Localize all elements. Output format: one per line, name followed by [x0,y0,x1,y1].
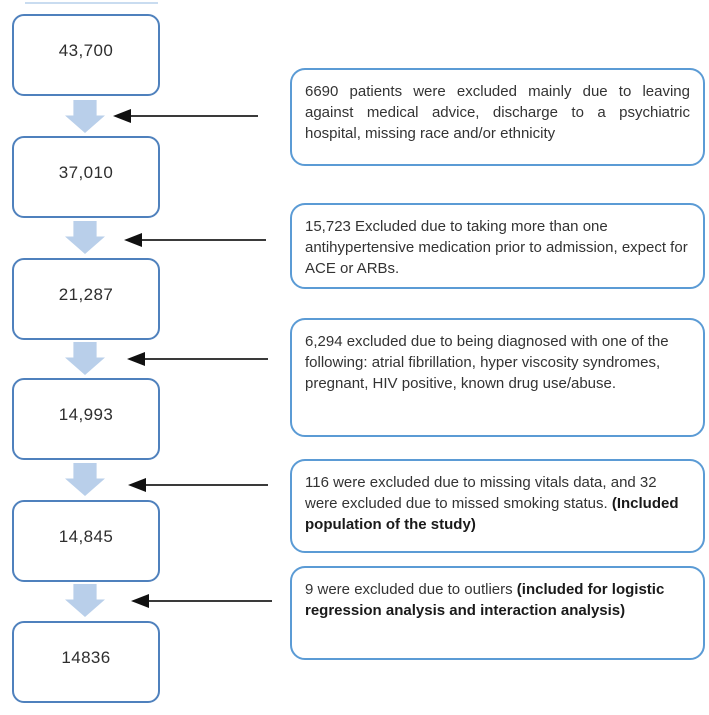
arrowhead-icon [131,594,149,608]
arrowhead-icon [127,352,145,366]
arrow-line [149,600,272,602]
count-box [12,621,160,703]
down-arrow-icon [65,463,105,496]
arrow-line [142,239,266,241]
exclusion-note [290,318,705,437]
exclusion-note [290,68,705,166]
exclusion-text-bold: (included for logistic regression analysis and interaction analysis) [305,581,665,619]
count-value: 37,010 [58,163,114,182]
count-value: 14836 [61,648,111,667]
count-box [12,14,160,96]
count-box [12,136,160,218]
arrow-connector [113,109,258,123]
arrow-connector [124,233,266,247]
arrow-line [131,115,258,117]
count-box [12,500,160,582]
down-arrow-icon [65,584,105,617]
exclusion-text-bold: (Included population of the study) [305,495,679,533]
arrow-line [145,358,268,360]
exclusion-note [290,566,705,660]
arrowhead-icon [128,478,146,492]
arrowhead-icon [124,233,142,247]
count-value: 43,700 [58,41,114,60]
arrow-connector [127,352,268,366]
arrow-connector [131,594,272,608]
exclusion-text: 9 were excluded due to outliers [305,581,517,598]
exclusion-note [290,459,705,553]
count-value: 14,845 [58,527,114,546]
count-value: 14,993 [58,405,114,424]
arrow-connector [128,478,268,492]
exclusion-text: 6690 patients were excluded mainly due to leaving against medical advice, discharge to a psychiatric hospital, missing race and/or ethnicity [305,83,690,142]
cropped-arrow-fragment [25,2,158,4]
arrowhead-icon [113,109,131,123]
exclusion-text: 15,723 Excluded due to taking more than one antihypertensive medication prior to admission, expect for ACE or ARBs. [305,218,688,277]
down-arrow-icon [65,221,105,254]
down-arrow-icon [65,342,105,375]
count-value: 21,287 [58,285,114,304]
exclusion-text: 6,294 excluded due to being diagnosed with one of the following: atrial fibrillation, hyper viscosity syndromes, pregnant, HIV positive, known drug use/abuse. [305,333,669,392]
exclusion-note [290,203,705,289]
down-arrow-icon [65,100,105,133]
exclusion-text: 116 were excluded due to missing vitals data, and 32 were excluded due to missed smoking status. [305,474,657,512]
count-box [12,258,160,340]
count-box [12,378,160,460]
arrow-line [146,484,268,486]
